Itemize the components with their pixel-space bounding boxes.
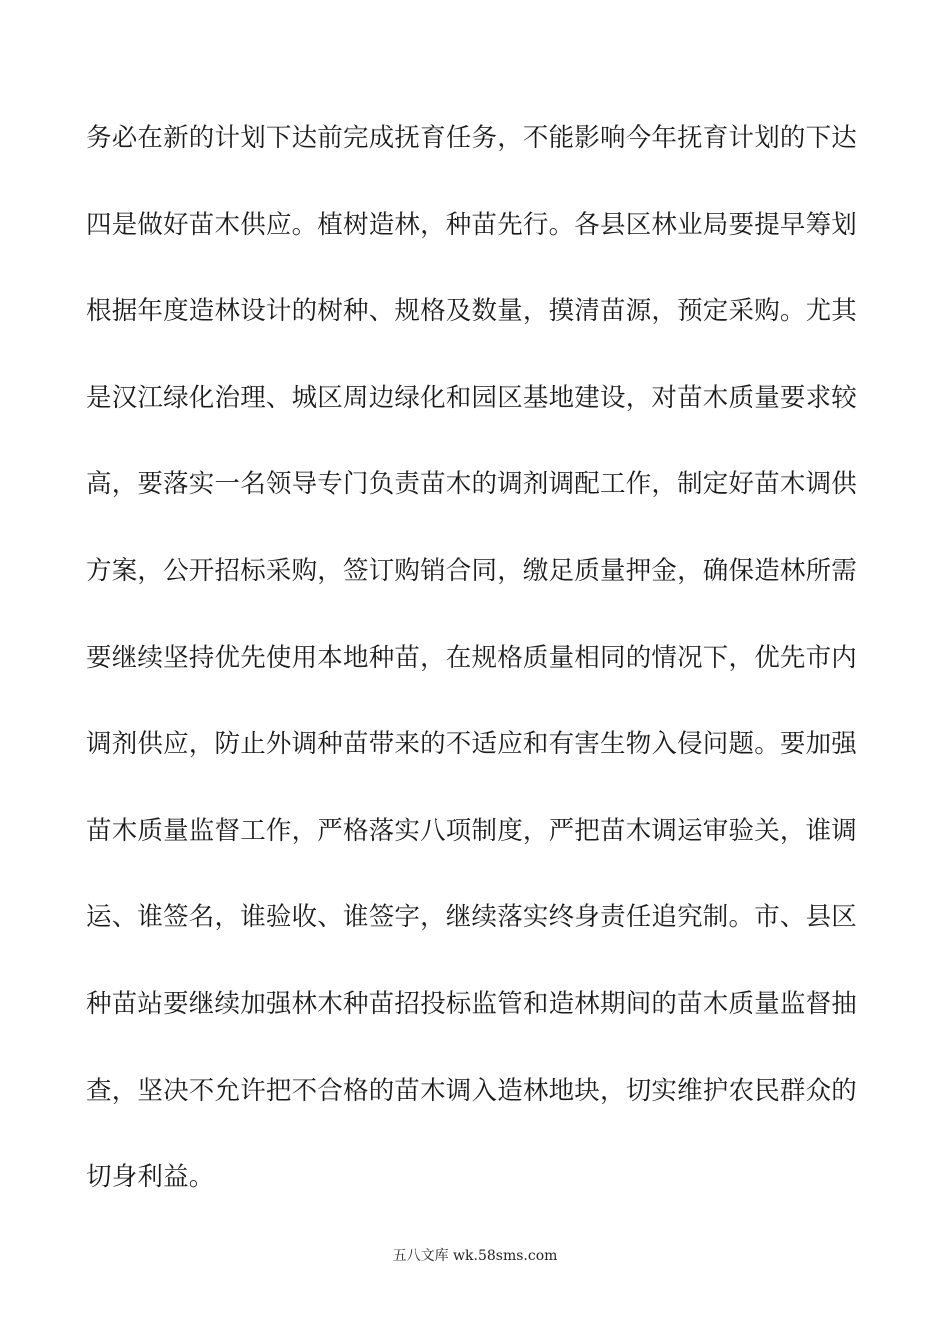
text-line: 调剂供应，防止外调种苗带来的不适应和有害生物入侵问题。要加强 xyxy=(86,729,858,760)
text-line: 方案，公开招标采购，签订购销合同，缴足质量押金，确保造林所需 xyxy=(86,555,858,586)
text-line: 要继续坚持优先使用本地种苗，在规格质量相同的情况下，优先市内 xyxy=(86,642,858,673)
body-text xyxy=(86,116,866,1242)
text-line: 务必在新的计划下达前完成抚育任务，不能影响今年抚育计划的下达 xyxy=(86,123,858,153)
page-footer: 五八文库 wk.58sms.com xyxy=(392,1248,558,1264)
text-line: 四是做好苗木供应。植树造林，种苗先行。各县区林业局要提早筹划 xyxy=(86,209,858,240)
text-line: 运、谁签名，谁验收、谁签字，继续落实终身责任追究制。市、县区 xyxy=(86,902,858,933)
text-line: 种苗站要继续加强林木种苗招投标监管和造林期间的苗木质量监督抽 xyxy=(86,988,858,1019)
text-line: 高，要落实一名领导专门负责苗木的调剂调配工作，制定好苗木调供 xyxy=(86,469,858,500)
text-line: 查，坚决不允许把不合格的苗木调入造林地块，切实维护农民群众的 xyxy=(86,1075,858,1106)
text-line: 是汉江绿化治理、城区周边绿化和园区基地建设，对苗木质量要求较 xyxy=(86,382,858,413)
text-line: 苗木质量监督工作，严格落实八项制度，严把苗木调运审验关，谁调 xyxy=(86,815,858,846)
text-line: 切身利益。 xyxy=(86,1162,215,1193)
text-line: 根据年度造林设计的树种、规格及数量，摸清苗源，预定采购。尤其 xyxy=(86,296,858,327)
